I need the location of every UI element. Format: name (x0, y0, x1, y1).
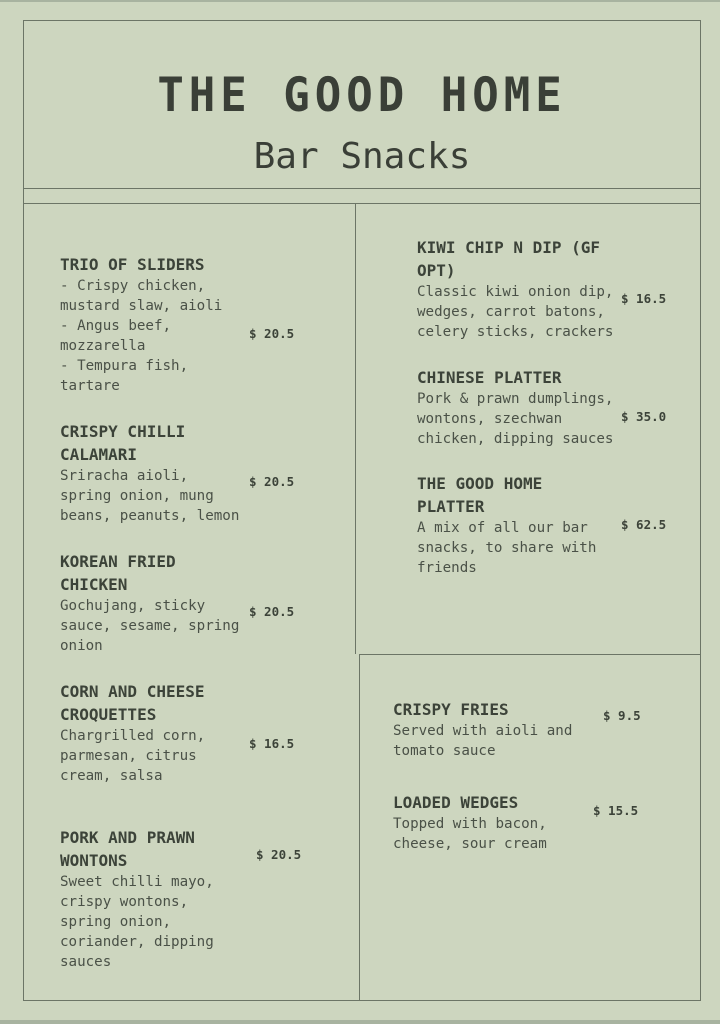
item-price: $ 20.5 (256, 847, 302, 862)
menu-item-chinese-platter (417, 366, 627, 449)
item-price: $ 16.5 (249, 736, 295, 751)
column-divider-left (355, 203, 356, 654)
menu-item-corn-and-cheese-croquettes (60, 680, 250, 786)
item-price: $ 15.5 (593, 803, 639, 818)
item-name: KOREAN FRIED CHICKEN (60, 552, 176, 594)
item-description: Classic kiwi onion dip, wedges, carrot batons, celery sticks, crackers (417, 284, 614, 340)
header-divider (23, 188, 701, 189)
item-name: CHINESE PLATTER (417, 368, 562, 387)
item-price: $ 62.5 (621, 517, 667, 532)
menu-page (0, 2, 720, 1020)
menu-item-crispy-chilli-calamari (60, 420, 250, 526)
header-divider-lower (23, 203, 701, 204)
menu-item-trio-of-sliders (60, 253, 250, 396)
menu-item-loaded-wedges (393, 791, 603, 854)
right-section-divider (359, 654, 701, 655)
item-description: Chargrilled corn, parmesan, citrus cream, salsa (60, 728, 206, 784)
item-name: CORN AND CHEESE CROQUETTES (60, 682, 205, 724)
item-name: LOADED WEDGES (393, 793, 519, 812)
item-description: A mix of all our bar snacks, to share with friends (417, 520, 597, 576)
item-name: KIWI CHIP N DIP (GF OPT) (417, 238, 601, 280)
item-description: Sweet chilli mayo, crispy wontons, spring onion, coriander, dipping sauces (60, 874, 214, 970)
column-divider-right (359, 654, 360, 1001)
item-price: $ 20.5 (249, 604, 295, 619)
restaurant-name: THE GOOD HOME (157, 67, 567, 124)
item-description: Served with aioli and tomato sauce (393, 723, 573, 759)
item-price: $ 16.5 (621, 291, 667, 306)
item-price: $ 20.5 (249, 474, 295, 489)
item-description: Topped with bacon, cheese, sour cream (393, 816, 547, 852)
item-name: CRISPY CHILLI CALAMARI (60, 422, 186, 464)
menu-item-pork-and-prawn-wontons (60, 826, 250, 972)
item-name: THE GOOD HOME PLATTER (417, 474, 543, 516)
menu-item-korean-fried-chicken (60, 550, 250, 656)
menu-item-kiwi-chip-n-dip (417, 236, 627, 342)
item-name: TRIO OF SLIDERS (60, 255, 205, 274)
menu-item-crispy-fries (393, 698, 603, 761)
menu-title: Bar Snacks (253, 136, 471, 177)
item-name: CRISPY FRIES (393, 700, 509, 719)
item-price: $ 9.5 (603, 708, 641, 723)
item-description: - Crispy chicken, mustard slaw, aioli - Angus beef, mozzarella - Tempura fish, tartare (60, 278, 223, 394)
menu-item-the-good-home-platter (417, 472, 627, 578)
item-price: $ 35.0 (621, 409, 667, 424)
item-description: Sriracha aioli, spring onion, mung beans, peanuts, lemon (60, 468, 240, 524)
item-name: PORK AND PRAWN WONTONS (60, 828, 195, 870)
item-description: Pork & prawn dumplings, wontons, szechwan chicken, dipping sauces (417, 391, 614, 447)
item-description: Gochujang, sticky sauce, sesame, spring onion (60, 598, 240, 654)
item-price: $ 20.5 (249, 326, 295, 341)
